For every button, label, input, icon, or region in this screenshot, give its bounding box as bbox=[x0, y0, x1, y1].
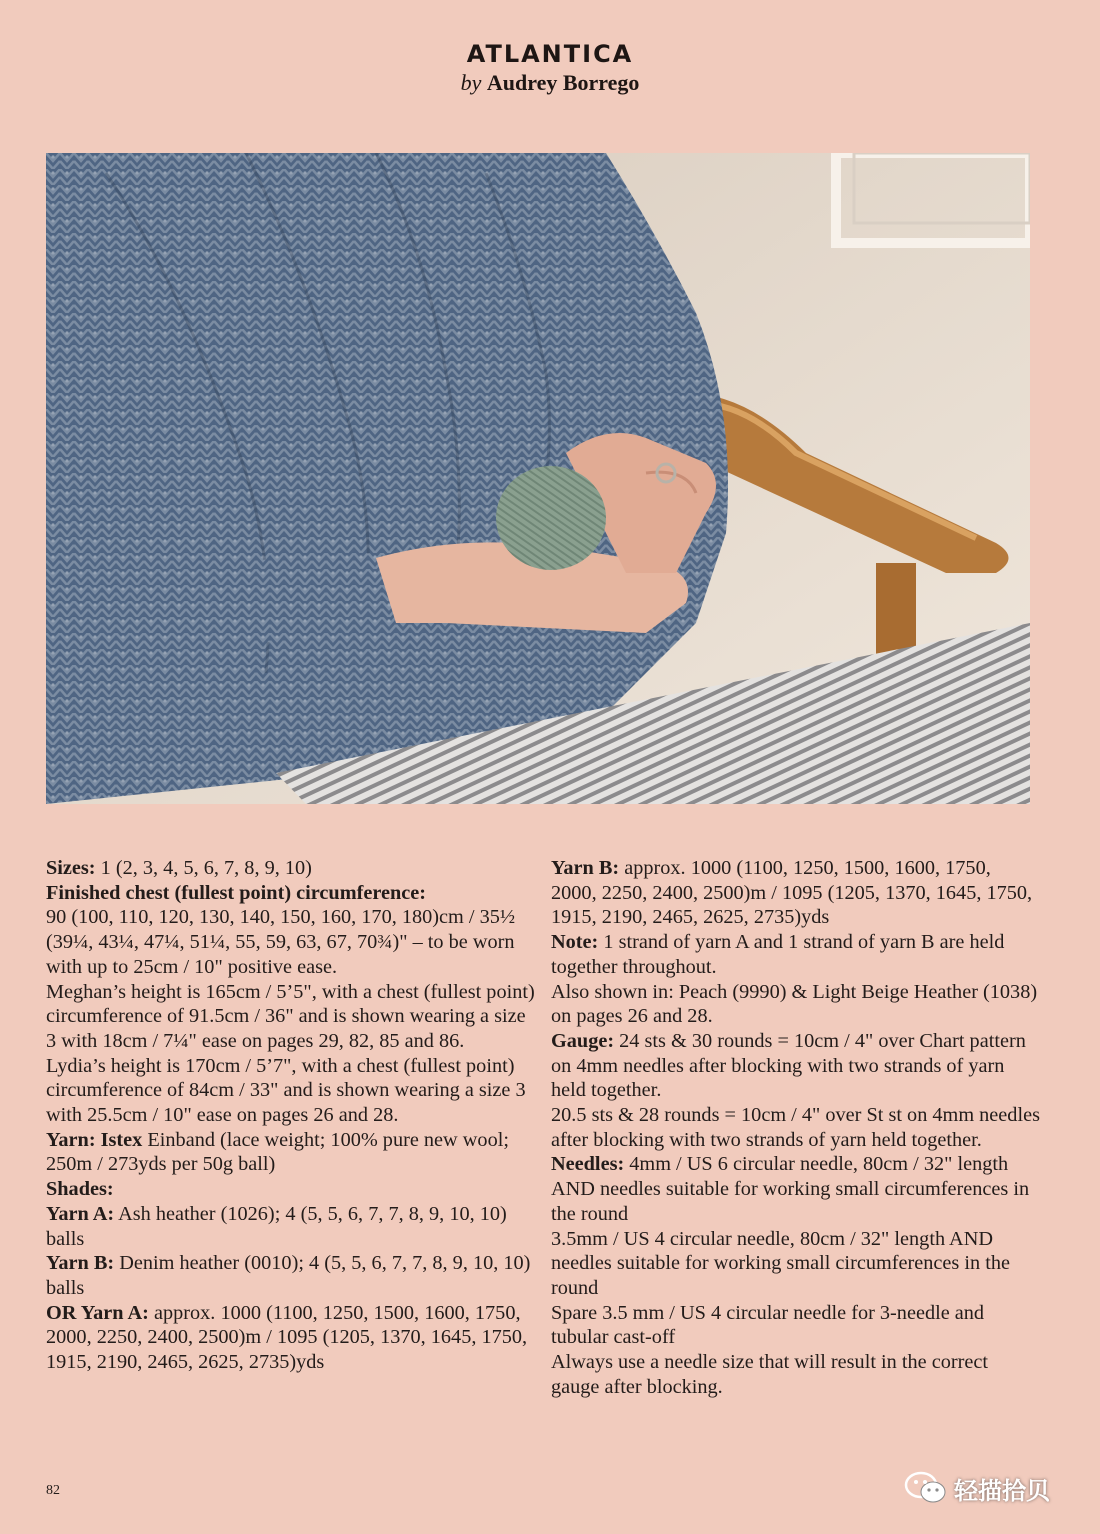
gauge-chart: Gauge: 24 sts & 30 rounds = 10cm / 4" over Chart pattern on 4mm needles after blocking with two strands of yarn held together. bbox=[551, 1029, 1026, 1102]
gauge-stockinette: 20.5 sts & 28 rounds = 10cm / 4" over St st on 4mm needles after blocking with two strands of yarn held together. bbox=[551, 1104, 1040, 1151]
byline-prefix: by bbox=[460, 70, 482, 95]
needles-4mm: Needles: 4mm / US 6 circular needle, 80cm / 32" length AND needles suitable for working small circumferences in the round bbox=[551, 1153, 1030, 1225]
yarn-b-shade: Yarn B: Denim heather (0010); 4 (5, 5, 6, 7, 7, 8, 9, 10, 10) balls bbox=[46, 1252, 531, 1299]
yarn-ball bbox=[496, 466, 606, 570]
needles-3-5mm: 3.5mm / US 4 circular needle, 80cm / 32" length AND needles suitable for working small circumferences in the round bbox=[551, 1227, 1010, 1299]
also-shown-in: Also shown in: Peach (9990) & Light Beige Heather (1038) on pages 26 and 28. bbox=[551, 980, 1038, 1028]
designer-name: Audrey Borrego bbox=[486, 70, 640, 95]
yarn-info: Yarn: Istex Einband (lace weight; 100% pure new wool; 250m / 273yds per 50g ball) bbox=[46, 1128, 509, 1176]
finished-chest-values: 90 (100, 110, 120, 130, 140, 150, 160, 170, 180)cm / 35½ (39¼, 43¼, 47¼, 51¼, 55, 59, 63, 67, 70¾)" – to be worn with up to 25cm / 10" positive ease. bbox=[46, 906, 516, 978]
sizes: Sizes: 1 (2, 3, 4, 5, 6, 7, 8, 9, 10) bbox=[46, 857, 312, 879]
right-text-column bbox=[551, 856, 1041, 1399]
gauge-advice: Always use a needle size that will result in the correct gauge after blocking. bbox=[551, 1351, 989, 1398]
meghan-fit-note: Meghan’s height is 165cm / 5’5", with a chest (fullest point) circumference of 91.5cm / 36" and is shown wearing a size 3 with 18cm / 7¼" ease on pages 29, 82, 85 and 86. bbox=[46, 980, 535, 1052]
watermark-text: 轻描拾贝 bbox=[954, 1476, 1050, 1505]
photo-illustration bbox=[46, 153, 1030, 804]
pattern-title: ATLANTICA bbox=[466, 40, 634, 68]
yarn-a-shade: Yarn A: Ash heather (1026); 4 (5, 5, 6, 7, 7, 8, 9, 10, 10) balls bbox=[46, 1202, 507, 1250]
note: Note: 1 strand of yarn A and 1 strand of yarn B are held together throughout. bbox=[551, 931, 1005, 978]
left-text-column bbox=[46, 856, 536, 1375]
wechat-icon bbox=[904, 1471, 948, 1505]
page-number: 82 bbox=[46, 1483, 60, 1498]
sweater-photo bbox=[46, 153, 1030, 804]
byline bbox=[0, 70, 1100, 96]
watermark bbox=[904, 1470, 1050, 1506]
yarn-b-amount: Yarn B: approx. 1000 (1100, 1250, 1500, 1600, 1750, 2000, 2250, 2400, 2500)m / 1095 (1205, 1370, 1645, 1750, 1915, 2190, 2465, 2625, 2735)yds bbox=[551, 857, 1033, 929]
or-yarn-a-amount: OR Yarn A: approx. 1000 (1100, 1250, 1500, 1600, 1750, 2000, 2250, 2400, 2500)m / 1095 (1205, 1370, 1645, 1750, 1915, 2190, 2465, 2625, 2735)yds bbox=[46, 1301, 528, 1374]
spare-needle: Spare 3.5 mm / US 4 circular needle for 3-needle and tubular cast-off bbox=[551, 1301, 985, 1349]
finished-chest-heading: Finished chest (fullest point) circumference: bbox=[46, 881, 427, 904]
shades-heading: Shades: bbox=[46, 1178, 114, 1201]
lydia-fit-note: Lydia’s height is 170cm / 5’7", with a chest (fullest point) circumference of 84cm / 33" and is shown wearing a size 3 with 25.5cm / 10" ease on pages 26 and 28. bbox=[46, 1054, 526, 1127]
